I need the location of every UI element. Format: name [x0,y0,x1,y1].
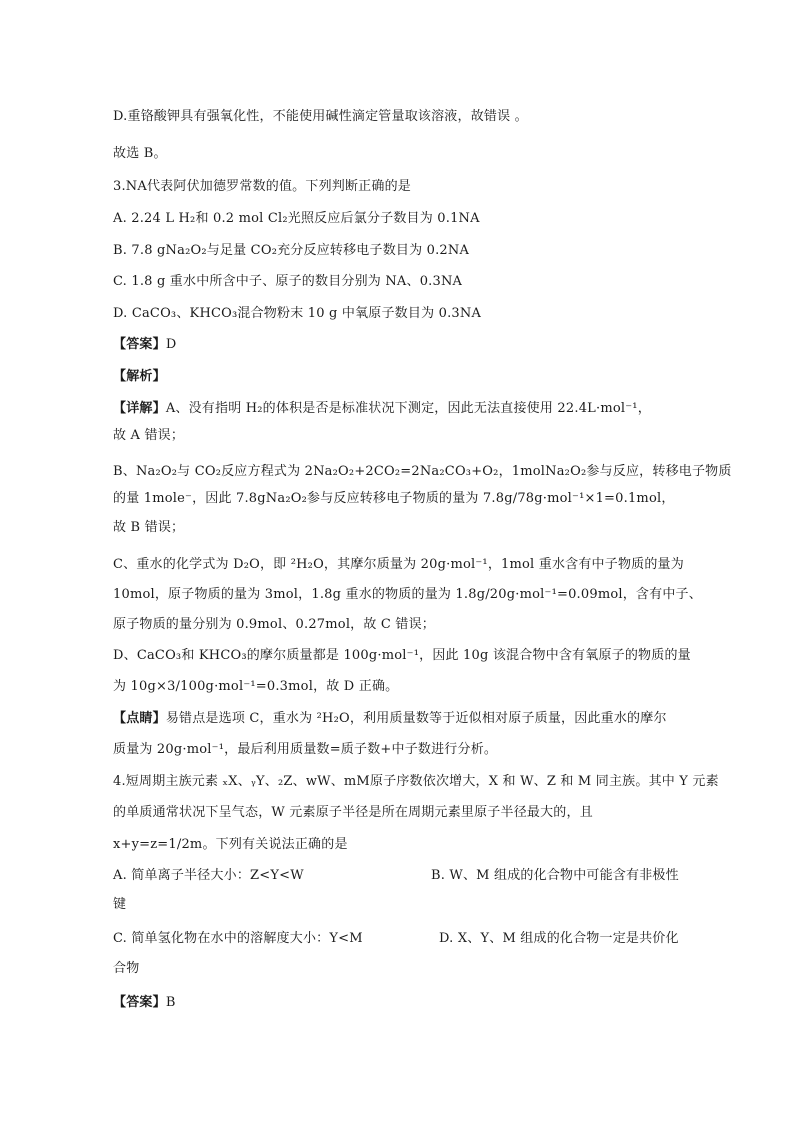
point-label: 【点睛】 [113,711,166,726]
question-4-stem: 的单质通常状况下呈气态，W 元素原子半径是所在周期元素里原子半径最大的，且 [113,805,593,820]
point-line [113,710,682,728]
paragraph-option-d-explanation: D.重铬酸钾具有强氧化性，不能使用碱性滴定管量取该溶液，故错误 。 [113,109,528,124]
detail-line: 原子物质的量分别为 0.9mol、0.27mol，故 C 错误； [113,617,435,632]
detail-line: 为 10g×3/100g·mol⁻¹=0.3mol，故 D 正确。 [113,679,399,694]
question-4-option-d: D. X、Y、M 组成的化合物一定是共价化 [439,931,679,946]
detail-line: C、重水的化学式为 D₂O，即 ²H₂O，其摩尔质量为 20g·mol⁻¹，1mol 重水含有中子物质的量为 [113,557,684,572]
question-3-answer [113,336,682,354]
detail-text: A、没有指明 H₂的体积是否是标准状况下测定，因此无法直接使用 22.4L·mol⁻¹， [165,401,651,416]
detail-line: B、Na₂O₂与 CO₂反应方程式为 2Na₂O₂+2CO₂=2Na₂CO₃+O₂，1molNa₂O₂参与反应，转移电子物质 [113,464,732,479]
paragraph-choose: 故选 B。 [113,146,167,161]
question-3-option-d: D. CaCO₃、KHCO₃混合物粉末 10 g 中氧原子数目为 0.3NA [113,306,482,321]
question-3-analysis-label [113,368,682,386]
answer-value: D [165,337,177,352]
point-line: 质量为 20g·mol⁻¹，最后利用质量数=质子数+中子数进行分析。 [113,742,498,757]
question-4-options-row-1 [113,867,682,885]
question-4-stem: 4.短周期主族元素 ₓX、ᵧY、₂Z、wW、mM原子序数依次增大，X 和 W、Z 和 M 同主族。其中 Y 元素 [113,774,719,789]
detail-line: 10mol，原子物质的量为 3mol，1.8g 重水的物质的量为 1.8g/20g·mol⁻¹=0.09mol，含有中子、 [113,587,702,602]
detail-line: 的量 1mole⁻，因此 7.8gNa₂O₂参与反应转移电子物质的量为 7.8g/78g·mol⁻¹×1=0.1mol， [113,491,675,506]
detail-line [113,400,682,418]
question-4-option-b-continued: 键 [113,897,127,912]
question-4-answer [113,994,682,1012]
question-3-stem: 3.NA代表阿伏加德罗常数的值。下列判断正确的是 [113,179,411,194]
detail-line: 故 B 错误； [113,520,185,535]
answer-value: B [165,995,176,1010]
question-4-stem: x+y=z=1/2m。下列有关说法正确的是 [113,837,348,852]
answer-label: 【答案】 [113,995,166,1010]
answer-label: 【答案】 [113,337,166,352]
question-4-options-row-2 [113,930,682,948]
detail-label: 【详解】 [113,401,166,416]
question-4-option-a: A. 简单离子半径大小：Z<Y<W [113,868,304,883]
question-3-option-b: B. 7.8 gNa₂O₂与足量 CO₂充分反应转移电子数目为 0.2NA [113,243,470,258]
point-text: 易错点是选项 C，重水为 ²H₂O，利用质量数等于近似相对原子质量，因此重水的摩尔 [165,711,667,726]
question-4-option-c: C. 简单氢化物在水中的溶解度大小：Y<M [113,931,363,946]
analysis-label: 【解析】 [113,369,166,384]
question-3-option-c: C. 1.8 g 重水中所含中子、原子的数目分别为 NA、0.3NA [113,274,463,289]
question-3-option-a: A. 2.24 L H₂和 0.2 mol Cl₂光照反应后氯分子数目为 0.1NA [113,211,480,226]
question-4-option-d-continued: 合物 [113,961,140,976]
detail-line: 故 A 错误； [113,428,185,443]
question-4-option-b: B. W、M 组成的化合物中可能含有非极性 [431,868,679,883]
detail-line: D、CaCO₃和 KHCO₃的摩尔质量都是 100g·mol⁻¹，因此 10g 该混合物中含有氧原子的物质的量 [113,648,691,663]
